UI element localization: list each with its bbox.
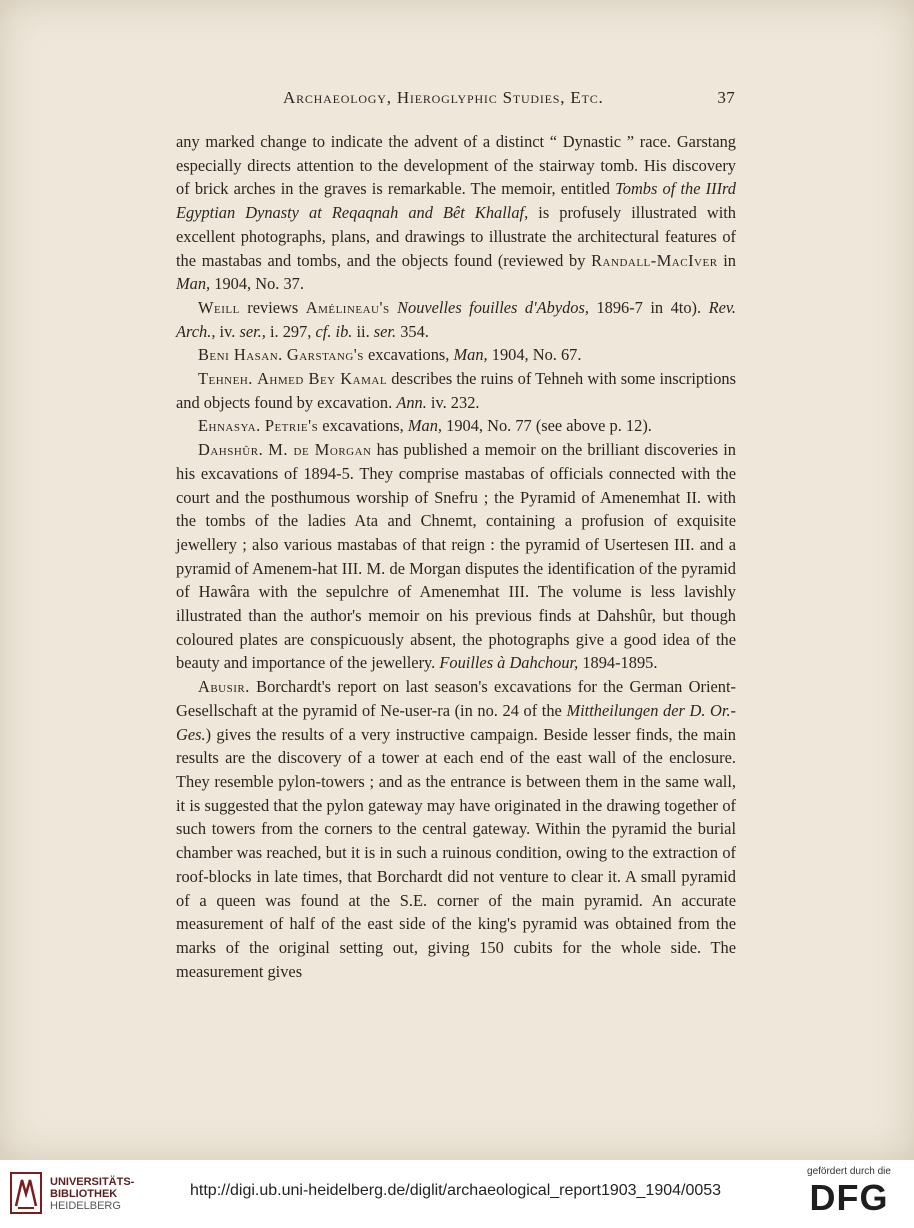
dfg-wordmark: DFG — [809, 1177, 889, 1218]
text-run: in — [717, 250, 736, 270]
small-caps-text: Petrie's — [264, 416, 319, 436]
text-run: excavations, — [318, 416, 408, 436]
italic-text: Mittheilungen der D. Or.-Ges. — [176, 700, 736, 744]
text-run: 1894-1895. — [578, 653, 658, 673]
italic-text: Tombs of the IIIrd Egyptian Dynasty at Reqaqnah and Bêt Khallaf, — [176, 179, 736, 223]
italic-text: Fouilles à Dahchour, — [439, 653, 579, 673]
text-run: reviews — [239, 297, 306, 317]
italic-text: Ann. — [396, 392, 427, 412]
text-run: 354. — [396, 321, 429, 341]
page-number: 37 — [717, 88, 735, 107]
text-run: 1904, No. 77 (see above p. 12). — [442, 416, 652, 436]
text-run: 1904, No. 37. — [210, 274, 304, 294]
small-caps-text: Randall-MacIver — [591, 250, 718, 270]
text-run: describes the ruins of Tehneh with some inscriptions and objects found by excavation. — [176, 369, 736, 412]
library-line: BIBLIOTHEK — [50, 1188, 118, 1200]
text-run: is profusely illustrated with excellent photographs, plans, and drawings to illustrate the architectural features of the mastabas and tombs, and the objects found (reviewed by — [176, 203, 736, 270]
small-caps-text: Dahshûr. — [198, 440, 264, 460]
text-run: iv. 232. — [426, 392, 480, 412]
small-caps-text: M. de Morgan — [268, 440, 372, 460]
small-caps-text: Tehneh. — [198, 369, 253, 389]
italic-text: Man, — [453, 345, 488, 365]
small-caps-text: Abusir. — [198, 677, 250, 697]
running-title: Archaeology, Hieroglyphic Studies, Etc. — [283, 88, 604, 107]
body-text — [176, 130, 736, 983]
viewer-footer — [0, 1160, 914, 1228]
funder-note: gefördert durch die — [807, 1166, 891, 1177]
small-caps-text: Ahmed Bey Kamal — [257, 369, 388, 389]
italic-text: Nouvelles fouilles d'Abydos, — [397, 297, 589, 317]
paragraph — [176, 343, 736, 367]
paragraph — [176, 296, 736, 343]
text-run: any marked change to indicate the advent of a distinct “ Dynastic ” race. Garstang especially directs attention to the development of the stairway tomb. His discovery of brick arches in the graves is remarkable. The memoir, entitled — [176, 132, 736, 199]
text-run: i. 297, — [265, 321, 316, 341]
small-caps-text: Beni Hasan. — [198, 345, 283, 365]
italic-text: Man, — [176, 274, 211, 294]
text-run: 1896-7 in 4to). — [588, 297, 709, 317]
dfg-logo[interactable] — [794, 1166, 904, 1222]
permalink-url[interactable]: http://digi.ub.uni-heidelberg.de/diglit/archaeological_report1903_1904/0053 — [190, 1182, 722, 1199]
library-line: HEIDELBERG — [50, 1200, 121, 1212]
university-seal-icon — [10, 1172, 42, 1214]
small-caps-text: Garstang's — [286, 345, 364, 365]
italic-text: cf. ib. — [315, 321, 353, 341]
text-run: ii. — [352, 321, 374, 341]
italic-text: ser., — [239, 321, 266, 341]
text-run: Borchardt's report on last season's excavations for the German Orient-Gesellschaft at the pyramid of Ne-user-ra (in no. 24 of the — [176, 677, 736, 720]
text-run: has published a memoir on the brilliant discoveries in his excavations of 1894-5. They comprise mastabas of officials connected with the court and the posthumous worship of Snefru ; the Pyramid of Amenemhat II. with the tombs of the ladies Ata and Chnemt, containing a profusion of exquisite jewellery ; also various mastabas of that reign : the pyramid of Usertesen III. and a pyramid of Amenem-hat III. M. de Morgan disputes the identification of the pyramid of Hawâra with the sepulchre of Amenemhat III. The volume is less lavishly illustrated than the author's memoir on his previous finds at Dahshûr, but though coloured plates are conspicuously absent, the photographs give a good idea of the beauty and importance of the jewellery. — [176, 440, 737, 673]
text-run: excavations, — [363, 345, 454, 365]
library-logo[interactable] — [10, 1172, 135, 1218]
text-run: iv. — [215, 321, 240, 341]
text-run: 1904, No. 67. — [487, 345, 582, 365]
small-caps-text: Amélineau's — [305, 297, 390, 317]
small-caps-text: Weill — [198, 297, 240, 317]
small-caps-text: Ehnasya. — [198, 416, 261, 436]
library-line: UNIVERSITÄTS- — [50, 1176, 135, 1188]
italic-text: Rev. Arch., — [176, 297, 737, 341]
italic-text: Man, — [407, 416, 443, 436]
paragraph — [176, 414, 736, 438]
italic-text: ser. — [373, 321, 397, 341]
text-run: ) gives the results of a very instructive campaign. Beside lesser finds, the main results are the discovery of a tower at each end of the east wall of the enclosure. They resemble pylon-towers ; and as the entrance is between them in the same wall, it is suggested that the pylon gateway may have originated in the drawing together of such towers from the corners to the central gateway. Within the pyramid the burial chamber was reached, but it is in such a ruinous condition, owing to the extraction of roof-blocks in late times, that Borchardt did not venture to clear it. A small pyramid of a queen was found at the S.E. corner of the main pyramid. An accurate measurement of half of the east side of the king's pyramid was obtained from the marks of the original setting out, giving 150 cubits for the whole side. The measurement gives — [176, 724, 736, 981]
running-header — [183, 88, 735, 110]
paragraph — [176, 438, 736, 675]
paragraph — [176, 675, 736, 983]
paragraph — [176, 130, 736, 296]
paragraph — [176, 367, 736, 414]
text-run — [390, 298, 397, 317]
library-name — [50, 1176, 134, 1212]
